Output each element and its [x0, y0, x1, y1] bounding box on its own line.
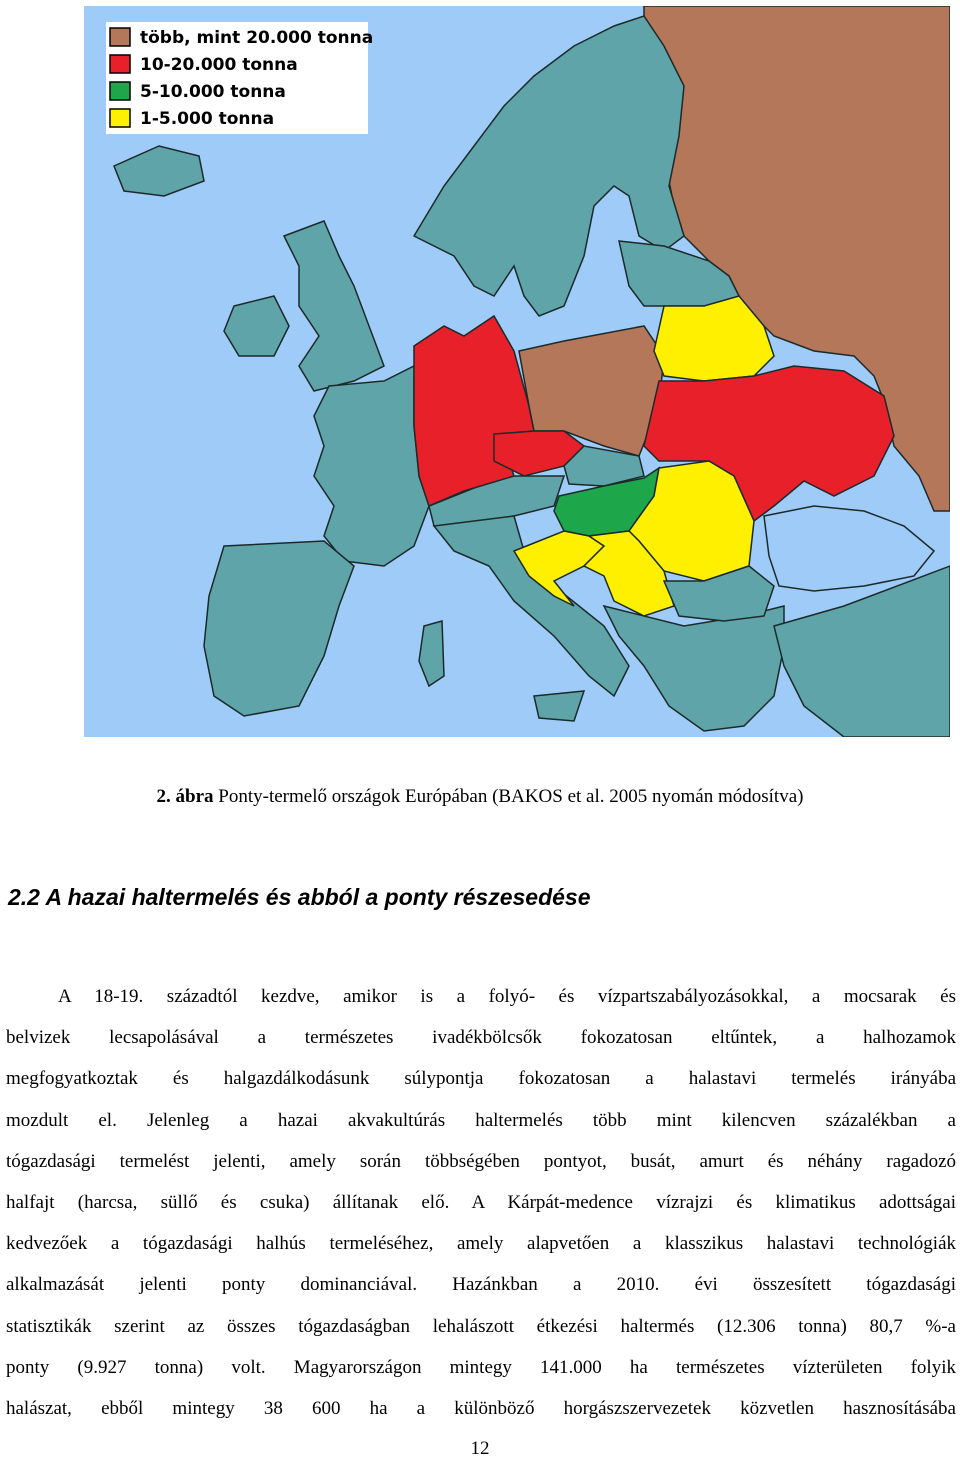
paragraph-line: mozdult el. Jelenleg a hazai akvakultúrás haltermelés több mint kilencven százalékban a	[6, 1109, 956, 1131]
paragraph-line: halászat, ebből mintegy 38 600 ha a különböző horgászszervezetek közvetlen hasznosításába	[6, 1397, 956, 1419]
legend-label-4: 1-5.000 tonna	[140, 109, 275, 129]
paragraph-line: halfajt (harcsa, süllő és csuka) állítanak elő. A Kárpát-medence vízrajzi és klimatikus adottságai	[6, 1191, 956, 1213]
paragraph-line: belvizek lecsapolásával a természetes ivadékbölcsők fokozatosan eltűntek, a halhozamok	[6, 1027, 956, 1049]
figure-caption	[0, 786, 960, 808]
body-paragraph	[6, 976, 956, 1429]
legend-swatch-red	[110, 55, 130, 73]
legend-swatch-yellow	[110, 109, 130, 127]
europe-map	[84, 6, 950, 737]
legend-swatch-brown	[110, 28, 130, 46]
paragraph-line: ponty (9.927 tonna) volt. Magyarországon mintegy 141.000 ha természetes vízterületen folyik	[6, 1356, 956, 1378]
paragraph-line: alkalmazását jelenti ponty dominanciával. Hazánkban a 2010. évi összesített tógazdasági	[6, 1274, 956, 1296]
paragraph-line: A 18-19. századtól kezdve, amikor is a folyó- és vízpartszabályozásokkal, a mocsarak és	[58, 986, 956, 1007]
legend-label-3: 5-10.000 tonna	[140, 82, 286, 102]
paragraph-line: megfogyatkoztak és halgazdálkodásunk súlypontja fokozatosan a halastavi termelés irányába	[6, 1068, 956, 1090]
legend-label-2: 10-20.000 tonna	[140, 55, 298, 75]
paragraph-line: statisztikák szerint az összes tógazdaságban lehalászott étkezési haltermés (12.306 tonna) 80,7 %-a	[6, 1315, 956, 1337]
paragraph-line: tógazdasági termelést jelenti, amely során többségében pontyot, busát, amurt és néhány ragadozó	[6, 1150, 956, 1172]
europe-map-figure	[84, 6, 950, 737]
page-number: 12	[470, 1438, 490, 1459]
section-heading: 2.2 A hazai haltermelés és abból a ponty részesedése	[8, 884, 591, 910]
legend-swatch-green	[110, 82, 130, 100]
region-france-benelux	[314, 366, 429, 566]
figure-number: 2. ábra	[156, 786, 214, 807]
paragraph-line: kedvezőek a tógazdasági halhús termeléséhez, amely alapvetően a klasszikus halastavi technológiák	[6, 1233, 956, 1255]
map-legend	[106, 22, 373, 134]
figure-caption-text: Ponty-termelő országok Európában (BAKOS et al. 2005 nyomán módosítva)	[213, 786, 804, 807]
legend-label-1: több, mint 20.000 tonna	[140, 28, 374, 48]
